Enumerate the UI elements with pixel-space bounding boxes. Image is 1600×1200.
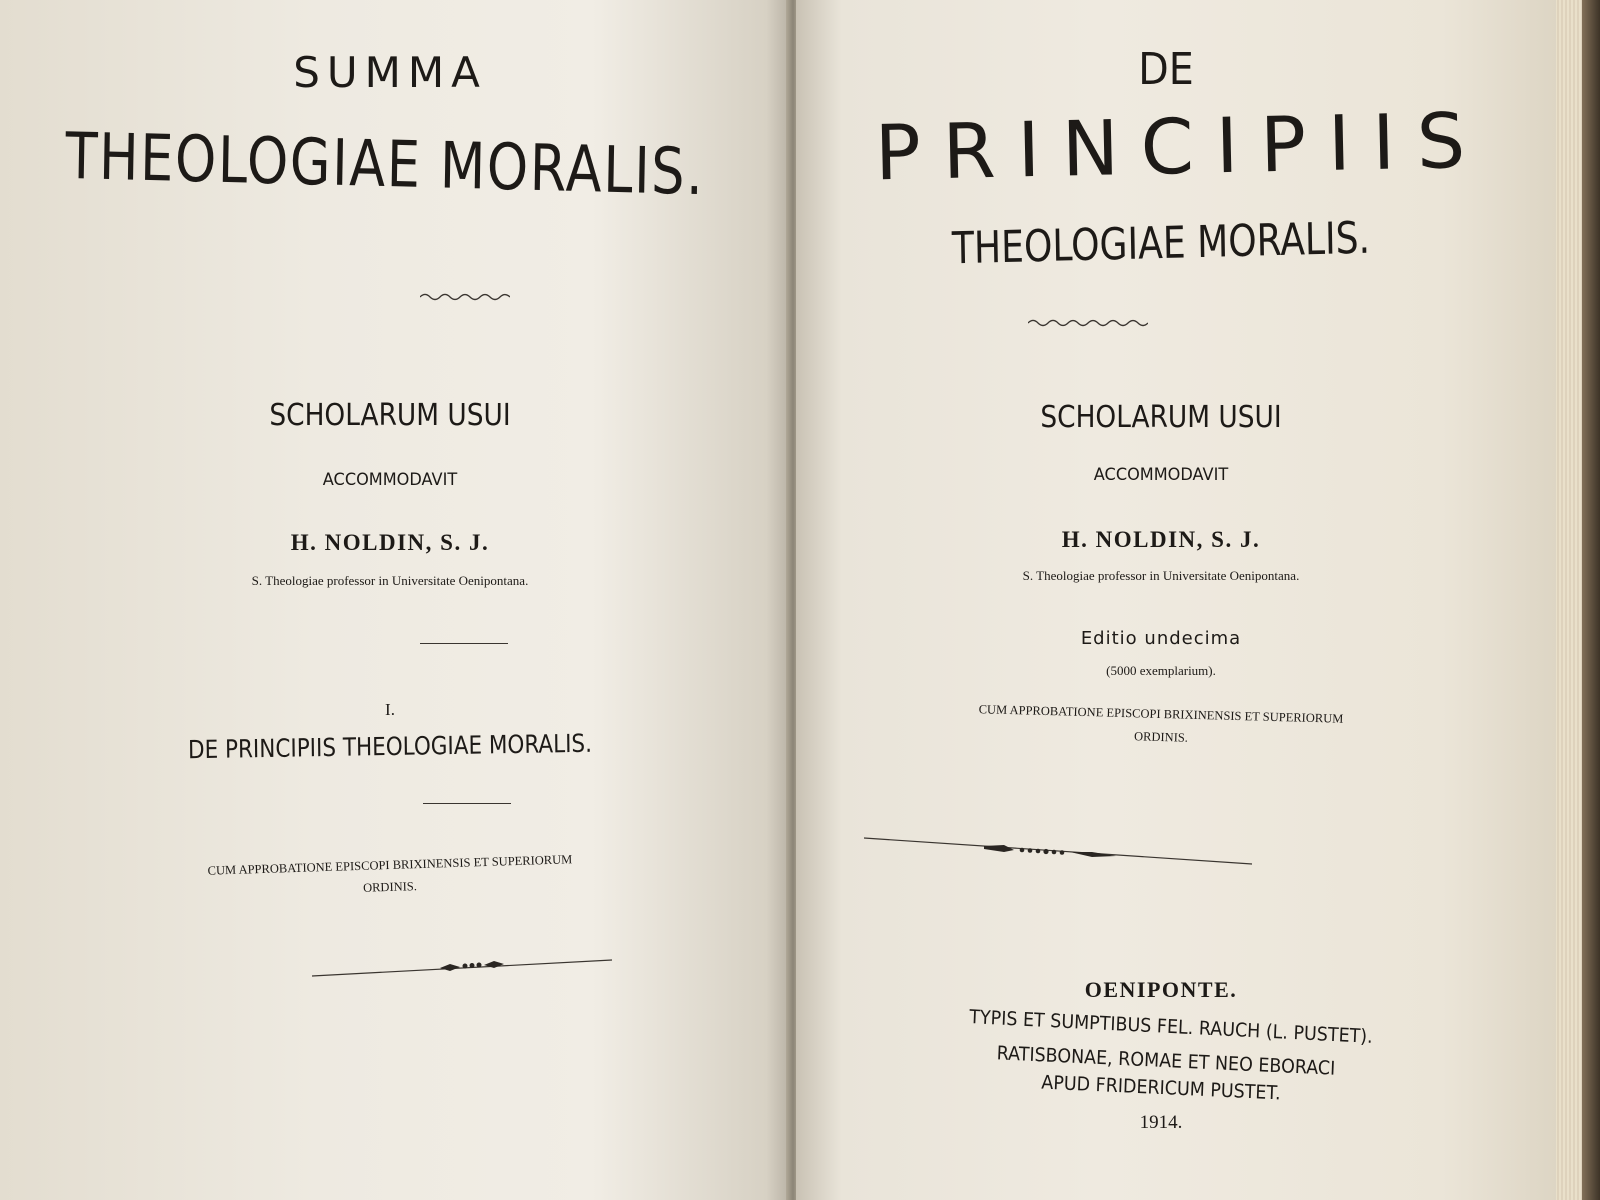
right-title-top: DE [1138,44,1194,95]
left-volume-title: DE PRINCIPIIS THEOLOGIAE MORALIS. [187,728,593,765]
right-page [796,0,1556,1200]
right-author-role: S. Theologiae professor in Universitate Oenipontana. [1022,568,1300,583]
left-usage: SCHOLARUM USUI [269,398,511,433]
right-copies: (5000 exemplarium). [1106,663,1216,678]
short-rule [420,643,508,644]
right-accommodavit: ACCOMMODAVIT [1093,465,1229,485]
ornament-divider [312,950,618,980]
right-edition: Editio undecima [1080,628,1242,649]
right-imprint-line3: APUD FRIDERICUM PUSTET. [1040,1071,1282,1105]
ornament-divider [864,832,1256,872]
left-approbation-line1: CUM APPROBATIONE EPISCOPI BRIXINENSIS ET SUPERIORUM [207,852,573,878]
left-title-top: SUMMA [293,48,487,97]
left-accommodavit: ACCOMMODAVIT [322,470,458,490]
right-title-sub: THEOLOGIAE MORALIS. [951,212,1371,275]
left-title-main: THEOLOGIAE MORALIS. [64,119,706,211]
left-approbation-line2: ORDINIS. [362,879,418,895]
right-imprint-line2: RATISBONAE, ROMAE ET NEO EBORACI [996,1042,1336,1080]
page-edges [1556,0,1582,1200]
right-approbation-line1: CUM APPROBATIONE EPISCOPI BRIXINENSIS ET SUPERIORUM [978,702,1344,726]
right-title-big: PRINCIPIIS [873,95,1489,198]
right-place: OENIPONTE. [1084,977,1238,1002]
wavy-divider [420,292,510,302]
right-usage: SCHOLARUM USUI [1040,400,1282,435]
left-author-role: S. Theologiae professor in Universitate Oenipontana. [251,573,529,588]
left-volume-number: I. [385,700,395,719]
right-approbation-line2: ORDINIS. [1133,729,1189,745]
wavy-divider [1028,318,1148,328]
left-author: H. NOLDIN, S. J. [290,530,490,555]
right-imprint-line1: TYPIS ET SUMPTIBUS FEL. RAUCH (L. PUSTET). [968,1006,1374,1048]
right-year: 1914. [1139,1112,1183,1133]
short-rule [423,803,511,804]
left-page [0,0,790,1200]
right-author: H. NOLDIN, S. J. [1061,527,1261,552]
